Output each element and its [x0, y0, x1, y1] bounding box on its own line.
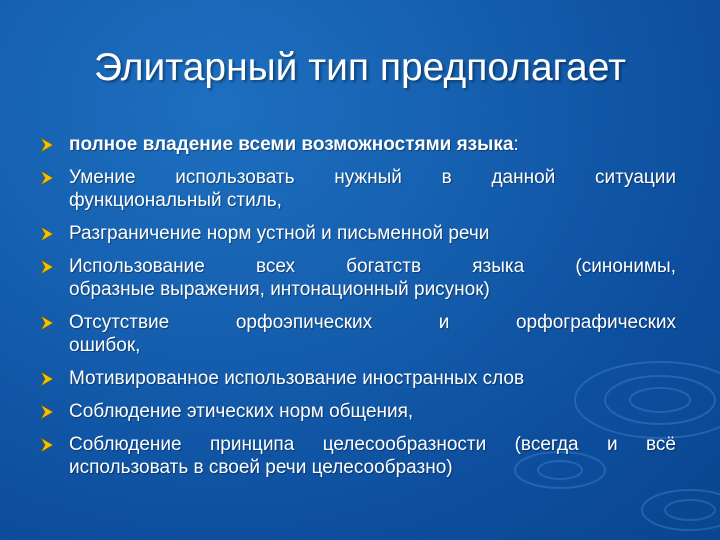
bullet-item [40, 133, 676, 156]
bullet-text-line: образные выражения, интонационный рисунок) [69, 279, 490, 300]
bullet-item [40, 367, 676, 390]
bullet-text-bold: полное владение всеми возможностями языка [69, 134, 514, 155]
arrowhead-bullet-icon [40, 315, 54, 331]
bullet-text: Разграничение норм устной и письменной речи [69, 223, 490, 244]
arrowhead-bullet-icon [40, 437, 54, 453]
bullet-text: Соблюдение этических норм общения, [69, 401, 414, 422]
bullet-item [40, 400, 676, 423]
bullet-text-line: использовать в своей речи целесообразно) [69, 457, 453, 478]
bullet-text-line: Умение использовать нужный в данной ситуации [69, 167, 676, 188]
bullet-item [40, 255, 676, 301]
bullet-item [40, 433, 676, 479]
slide-title: Элитарный тип предполагает [94, 46, 626, 89]
bullet-text-line: Соблюдение принципа целесообразности (всегда и всё [69, 434, 676, 455]
bullet-text-line: ошибок, [69, 335, 141, 356]
bullet-item [40, 222, 676, 245]
bullet-text: Мотивированное использование иностранных слов [69, 368, 525, 389]
arrowhead-bullet-icon [40, 371, 54, 387]
arrowhead-bullet-icon [40, 137, 54, 153]
bullet-text-line: Использование всех богатств языка (синонимы, [69, 256, 676, 277]
bullet-item [40, 166, 676, 212]
arrowhead-bullet-icon [40, 259, 54, 275]
arrowhead-bullet-icon [40, 226, 54, 242]
bullet-list [40, 133, 676, 489]
bullet-item [40, 311, 676, 357]
arrowhead-bullet-icon [40, 170, 54, 186]
bullet-text-line: функциональный стиль, [69, 190, 282, 211]
arrowhead-bullet-icon [40, 404, 54, 420]
bullet-text-line: Отсутствие орфоэпических и орфографических [69, 312, 676, 333]
bullet-text-suffix: : [513, 134, 519, 155]
